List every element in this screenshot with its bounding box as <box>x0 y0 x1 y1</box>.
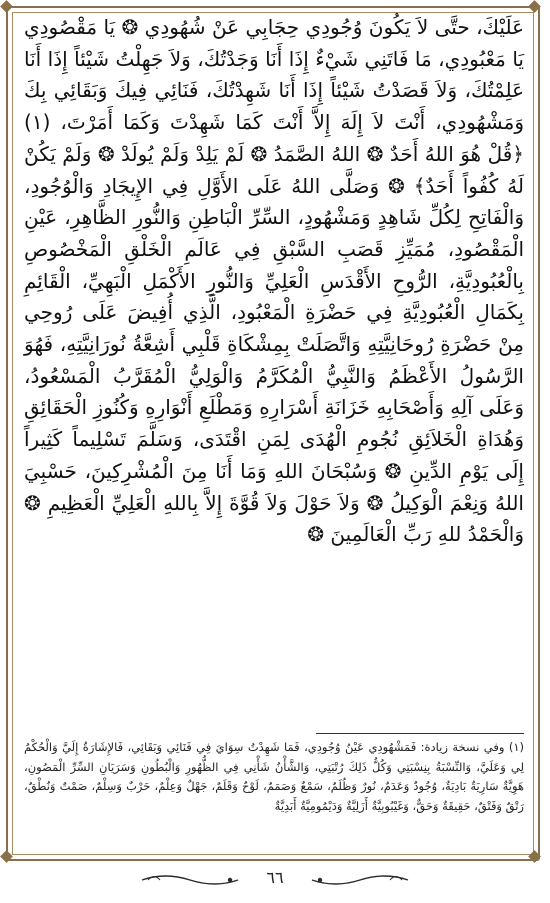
left-flourish-icon <box>140 870 240 890</box>
main-paragraph: عَلَيْكَ، حتَّى لاَ يَكُونَ وُجُودِي حِجَابِي عَنْ شُهُودِي ❂ يَا مَقْصُودِي يَا مَعْبُودِي، مَا فَاتَنِي شَيْءٌ إِذَا أَنَا وَجَدْتُكَ، وَلاَ جَهِلْتُ شَيْئاً إِذَا أَنَا عَلِمْتُكَ، وَلاَ قَصَدْتُ شَيْئاً إِذَا أَنَا شَهِدْتُكَ، فَنَائِي فِيكَ وَبَقَائِي بِكَ وَمَشْهُودِي، أَنْتَ لاَ إِلَهَ إِلاَّ أَنْتَ كَمَا شَهِدْتَ وَكَمَا أَمَرْتَ، (١) ﴿قُلْ هُوَ اللهُ أَحَدٌ ❂ اللهُ الصَّمَدُ ❂ لَمْ يَلِدْ وَلَمْ يُولَدْ ❂ وَلَمْ يَكُنْ لَهُ كُفُواً أَحَدٌ﴾ ❂ وَصَلَّى اللهُ عَلَى الأَوَّلِ فِي الإِيجَادِ وَالْوُجُودِ، وَالْفَاتِحِ لِكُلِّ شَاهِدٍ وَمَشْهُودٍ، السِّرِّ الْبَاطِنِ وَالنُّورِ الظَّاهِرِ، عَيْنِ الْمَقْصُودِ، مُمَيِّزِ قَصَبِ السَّبْقِ فِي عَالَمِ الْخَلْقِ الْمَخْصُوصِ بِالْعُبُودِيَّةِ، الرُّوحِ الأَقْدَسِ الْعَلِيِّ وَالنُّورِ الأَكْمَلِ الْبَهِيِّ، الْقَائِمِ بِكَمَالِ الْعُبُودِيَّةِ فِي حَضْرَةِ الْمَعْبُودِ، الَّذِي أُفِيضَ عَلَى رُوحِي مِنْ حَضْرَةِ رُوحَانِيَّتِهِ وَاتَّصَلَتْ بِمِشْكَاةِ قَلْبِي أَشِعَّةُ نُورَانِيَّتِهِ، فَهُوَ الرَّسُولُ الأَعْظَمُ وَالنَّبِيُّ الْمُكَرَّمُ وَالْوَلِيُّ الْمُقَرَّبُ الْمَسْعُودُ، وَعَلَى آلِهِ وَأَصْحَابِهِ خَزَانَةِ أَسْرَارِهِ وَمَطْلَعِ أَنْوَارِهِ وَكُنُوزِ الْحَقَائِقِ وَهُدَاةِ الْخَلاَئِقِ نُجُومِ الْهُدَى لِمَنِ اقْتَدَى، وَسَلَّمَ تَسْلِيماً كَثِيراً إِلَى يَوْمِ الدِّينِ ❂ وَسُبْحَانَ اللهِ وَمَا أَنَا مِنَ الْمُشْرِكِينَ، حَسْبِيَ اللهُ وَنِعْمَ الْوَكِيلُ ❂ وَلاَ حَوْلَ وَلاَ قُوَّةَ إِلاَّ بِاللهِ الْعَلِيِّ الْعَظِيمِ ❂ وَالْحَمْدُ للهِ رَبِّ الْعَالَمِينَ ❂ <box>24 15 524 547</box>
page-number: ٦٦ <box>266 868 284 887</box>
right-flourish-icon <box>310 870 410 890</box>
footnote-separator <box>316 733 524 734</box>
main-text-block <box>24 12 524 551</box>
footnote-paragraph: (١) وفي نسخة زيادة: فَمَشْهُودِي عَيْنُ وُجُودِي، فَمَا شَهِدْتُ سِوَايَ فِي فَنَائِي وَبَقَائِي، فَالإِشَارَةُ إِلَيَّ وَالْحُكْمُ لِي وَعَلَيَّ، وَالنِّسْبَةُ بِنِسْبَتِي وَكُلُّ ذَلِكَ رُتْبَتِي، وَالشَّأْنُ شَأْنِي فِي الظُّهُورِ وَالْبُطُونِ وَسَرَيَانِ السِّرِّ الْمَصُونِ، هَوِيَّةٌ سَارِيَةٌ بَادِيَةٌ، وُجُودٌ وَعَدَمٌ، نُورٌ وَظُلَمٌ، سَمْعٌ وَصَمَمٌ، لَوْحٌ وَقَلَمٌ، جَهْلٌ وَعِلْمٌ، حَرْبٌ وَسِلْمٌ، صَمْتٌ وَنُطْقٌ، رَتْقٌ وَفَتْقٌ، حَقِيقَةٌ وَحَقٌّ، وَغَيْبُوبِيَّةٌ أَزَلِيَّةٌ وَدَيْمُومِيَّةٌ أَبَدِيَّةٌ <box>24 740 524 813</box>
page-footer <box>0 866 550 896</box>
footnote-block <box>24 738 524 816</box>
